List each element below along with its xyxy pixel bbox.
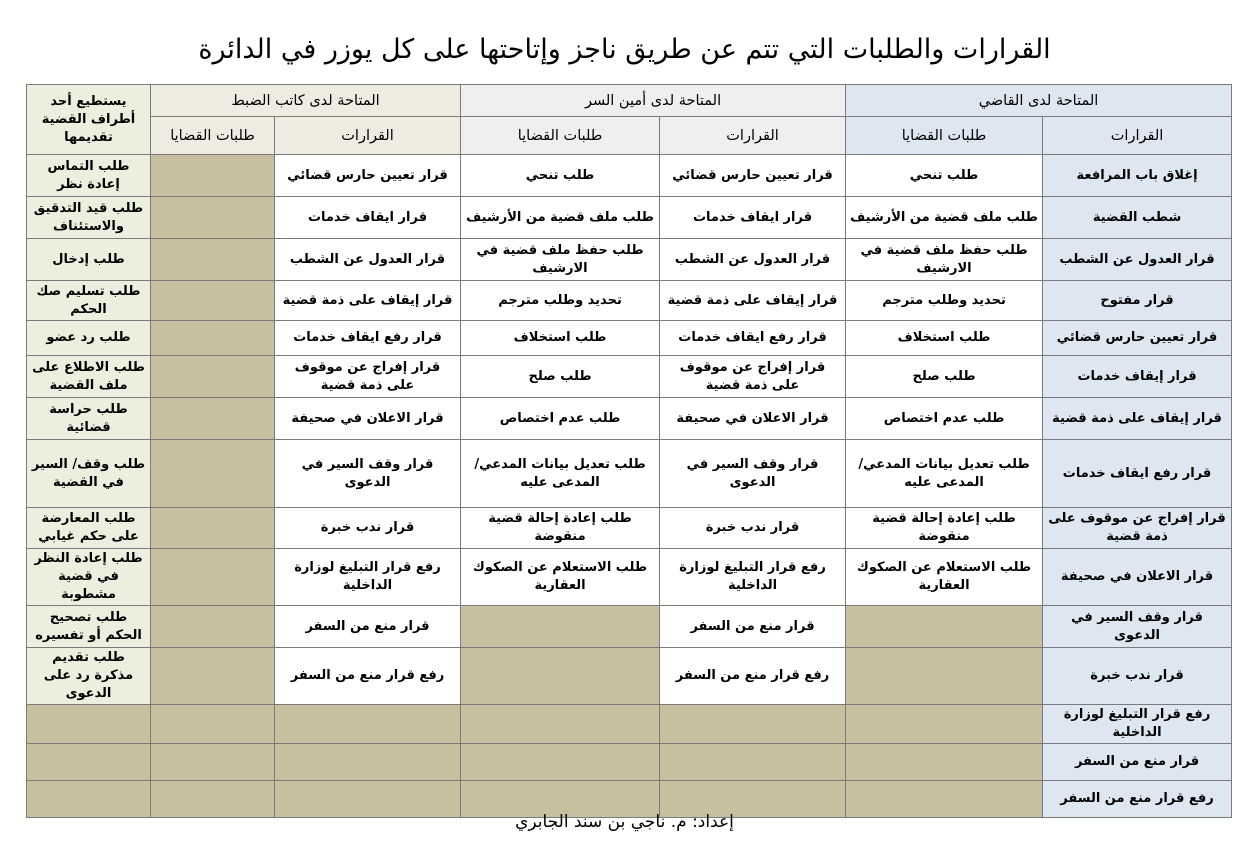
party-request-cell: طلب حراسة قضائية [27, 398, 151, 440]
empty-cell [660, 705, 846, 744]
judge-decisions-header: القرارات [1043, 117, 1232, 155]
secretary-requests-header: طلبات القضايا [461, 117, 660, 155]
judge-request-cell: تحديد وطلب مترجم [846, 281, 1043, 321]
empty-cell [151, 398, 275, 440]
secretary-request-cell: طلب إعادة إحالة قضية منقوضة [461, 508, 660, 549]
table-row [27, 197, 1232, 239]
judge-decision-cell: قرار تعيين حارس قضائي [1043, 321, 1232, 356]
clerk-decision-cell: قرار الاعلان في صحيفة [275, 398, 461, 440]
clerk-requests-header: طلبات القضايا [151, 117, 275, 155]
party-request-cell: طلب إعادة النظر في قضية مشطوبة [27, 549, 151, 606]
empty-cell [846, 744, 1043, 781]
empty-cell [151, 155, 275, 197]
table-row [27, 606, 1232, 648]
empty-cell [846, 705, 1043, 744]
secretary-decision-cell: قرار ايقاف خدمات [660, 197, 846, 239]
clerk-group-header: المتاحة لدى كاتب الضبط [151, 85, 461, 117]
empty-cell [846, 606, 1043, 648]
judge-request-cell: طلب تعديل بيانات المدعي/المدعى عليه [846, 440, 1043, 508]
table-row [27, 281, 1232, 321]
secretary-decision-cell: رفع قرار منع من السفر [660, 648, 846, 705]
empty-cell [27, 705, 151, 744]
judge-decision-cell: شطب القضية [1043, 197, 1232, 239]
party-request-cell: طلب تسليم صك الحكم [27, 281, 151, 321]
clerk-decision-cell: رفع قرار منع من السفر [275, 648, 461, 705]
judge-request-cell: طلب تنحي [846, 155, 1043, 197]
empty-cell [461, 705, 660, 744]
secretary-decisions-header: القرارات [660, 117, 846, 155]
judge-decision-cell: قرار الاعلان في صحيفة [1043, 549, 1232, 606]
judge-group-header: المتاحة لدى القاضي [846, 85, 1232, 117]
judge-decision-cell: رفع قرار منع من السفر [1043, 781, 1232, 818]
secretary-request-cell: تحديد وطلب مترجم [461, 281, 660, 321]
empty-cell [151, 705, 275, 744]
secretary-request-cell: طلب حفظ ملف قضية في الارشيف [461, 239, 660, 281]
empty-cell [275, 744, 461, 781]
clerk-decision-cell: قرار ايقاف خدمات [275, 197, 461, 239]
table-row [27, 508, 1232, 549]
secretary-request-cell: طلب ملف قضية من الأرشيف [461, 197, 660, 239]
clerk-decision-cell: قرار رفع ايقاف خدمات [275, 321, 461, 356]
empty-cell [151, 197, 275, 239]
secretary-request-cell: طلب صلح [461, 356, 660, 398]
secretary-request-cell: طلب تعديل بيانات المدعي/المدعى عليه [461, 440, 660, 508]
secretary-decision-cell: قرار إفراج عن موقوف على ذمة قضية [660, 356, 846, 398]
clerk-decision-cell: قرار إيقاف على ذمة قضية [275, 281, 461, 321]
judge-request-cell: طلب استخلاف [846, 321, 1043, 356]
party-request-cell: طلب رد عضو [27, 321, 151, 356]
judge-request-cell: طلب صلح [846, 356, 1043, 398]
page-title: القرارات والطلبات التي تتم عن طريق ناجز وإتاحتها على كل يوزر في الدائرة [198, 34, 1051, 65]
judge-requests-header: طلبات القضايا [846, 117, 1043, 155]
empty-cell [151, 239, 275, 281]
empty-cell [151, 606, 275, 648]
secretary-request-cell: طلب تنحي [461, 155, 660, 197]
judge-decision-cell: رفع قرار التبليغ لوزارة الداخلية [1043, 705, 1232, 744]
empty-cell [151, 549, 275, 606]
secretary-decision-cell: قرار إيقاف على ذمة قضية [660, 281, 846, 321]
table-row [27, 398, 1232, 440]
secretary-decision-cell: قرار الاعلان في صحيفة [660, 398, 846, 440]
judge-request-cell: طلب حفظ ملف قضية في الارشيف [846, 239, 1043, 281]
party-request-cell: طلب قيد التدقيق والاستئناف [27, 197, 151, 239]
party-request-cell: طلب التماس إعادة نظر [27, 155, 151, 197]
table-row [27, 321, 1232, 356]
table-row [27, 356, 1232, 398]
empty-cell [461, 744, 660, 781]
clerk-decision-cell: قرار منع من السفر [275, 606, 461, 648]
judge-request-cell: طلب الاستعلام عن الصكوك العقارية [846, 549, 1043, 606]
judge-decision-cell: قرار إفراج عن موقوف على ذمة قضية [1043, 508, 1232, 549]
secretary-decision-cell: رفع قرار التبليغ لوزارة الداخلية [660, 549, 846, 606]
empty-cell [660, 744, 846, 781]
party-request-cell: طلب إدخال [27, 239, 151, 281]
author-credit: إعداد: م. ناجي بن سند الجابري [515, 812, 734, 832]
empty-cell [275, 705, 461, 744]
empty-cell [151, 281, 275, 321]
clerk-decision-cell: قرار العدول عن الشطب [275, 239, 461, 281]
judge-decision-cell: قرار إيقاف على ذمة قضية [1043, 398, 1232, 440]
empty-cell [27, 744, 151, 781]
secretary-decision-cell: قرار رفع ايقاف خدمات [660, 321, 846, 356]
parties-column-header: يستطيع أحد أطراف القضية تقديمها [27, 85, 151, 155]
clerk-decision-cell: قرار إفراج عن موقوف على ذمة قضية [275, 356, 461, 398]
secretary-decision-cell: قرار منع من السفر [660, 606, 846, 648]
secretary-decision-cell: قرار تعيين حارس قضائي [660, 155, 846, 197]
party-request-cell: طلب تقديم مذكرة رد على الدعوى [27, 648, 151, 705]
empty-cell [461, 606, 660, 648]
judge-decision-cell: قرار العدول عن الشطب [1043, 239, 1232, 281]
party-request-cell: طلب الاطلاع على ملف القضية [27, 356, 151, 398]
clerk-decision-cell: قرار وقف السير في الدعوى [275, 440, 461, 508]
secretary-decision-cell: قرار وقف السير في الدعوى [660, 440, 846, 508]
empty-cell [151, 744, 275, 781]
secretary-request-cell: طلب الاستعلام عن الصكوك العقارية [461, 549, 660, 606]
empty-cell [151, 648, 275, 705]
judge-decision-cell: قرار منع من السفر [1043, 744, 1232, 781]
judge-request-cell: طلب إعادة إحالة قضية منقوضة [846, 508, 1043, 549]
secretary-decision-cell: قرار ندب خبرة [660, 508, 846, 549]
empty-cell [151, 440, 275, 508]
clerk-decision-cell: قرار ندب خبرة [275, 508, 461, 549]
table-row [27, 705, 1232, 744]
table-row [27, 155, 1232, 197]
judge-decision-cell: قرار إيقاف خدمات [1043, 356, 1232, 398]
table-row [27, 440, 1232, 508]
party-request-cell: طلب تصحيح الحكم أو تفسيره [27, 606, 151, 648]
table-row [27, 239, 1232, 281]
judge-decision-cell: قرار مفتوح [1043, 281, 1232, 321]
judge-decision-cell: قرار ندب خبرة [1043, 648, 1232, 705]
secretary-decision-cell: قرار العدول عن الشطب [660, 239, 846, 281]
party-request-cell: طلب وقف/ السير في القضية [27, 440, 151, 508]
empty-cell [151, 356, 275, 398]
empty-cell [151, 321, 275, 356]
judge-decision-cell: قرار رفع ايقاف خدمات [1043, 440, 1232, 508]
clerk-decisions-header: القرارات [275, 117, 461, 155]
secretary-request-cell: طلب استخلاف [461, 321, 660, 356]
table-row [27, 648, 1232, 705]
clerk-decision-cell: قرار تعيين حارس قضائي [275, 155, 461, 197]
empty-cell [151, 508, 275, 549]
judge-request-cell: طلب عدم اختصاص [846, 398, 1043, 440]
party-request-cell: طلب المعارضة على حكم غيابي [27, 508, 151, 549]
table-row [27, 744, 1232, 781]
empty-cell [846, 648, 1043, 705]
judge-decision-cell: قرار وقف السير في الدعوى [1043, 606, 1232, 648]
table-row [27, 549, 1232, 606]
clerk-decision-cell: رفع قرار التبليغ لوزارة الداخلية [275, 549, 461, 606]
judge-request-cell: طلب ملف قضية من الأرشيف [846, 197, 1043, 239]
judge-decision-cell: إغلاق باب المرافعة [1043, 155, 1232, 197]
empty-cell [461, 648, 660, 705]
decisions-table [26, 84, 1232, 818]
secretary-request-cell: طلب عدم اختصاص [461, 398, 660, 440]
secretary-group-header: المتاحة لدى أمين السر [461, 85, 846, 117]
